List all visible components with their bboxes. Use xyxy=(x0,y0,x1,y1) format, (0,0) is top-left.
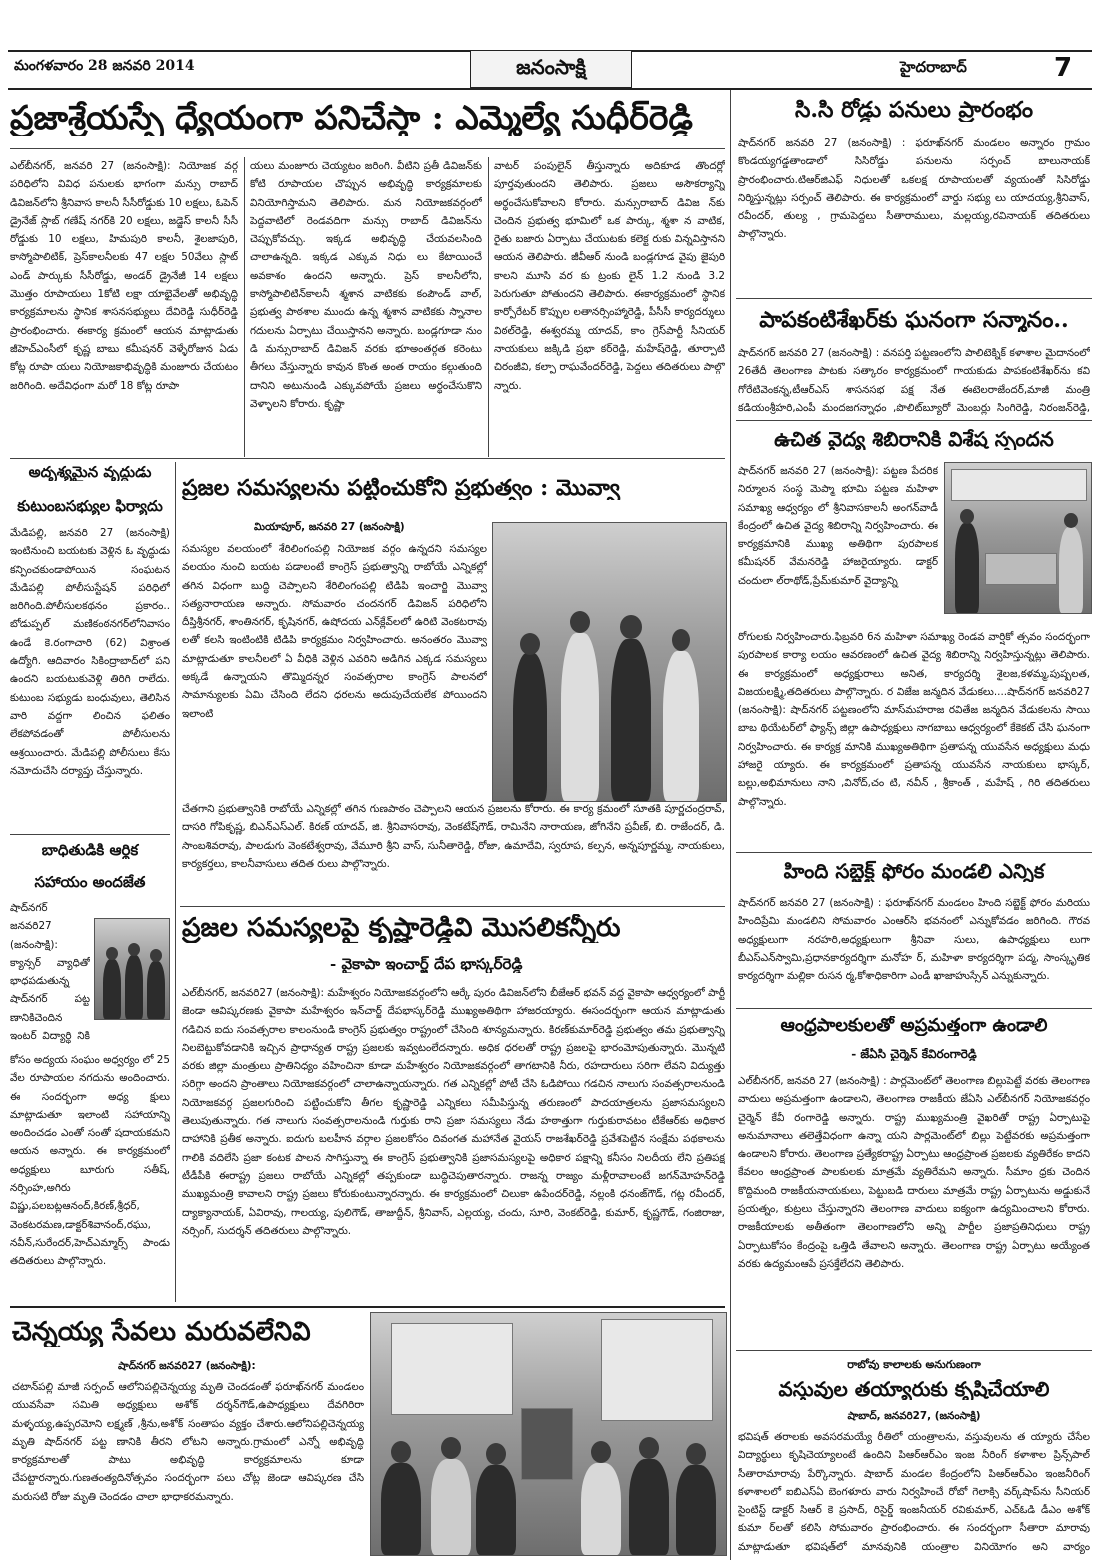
vastu-body: భవిషత్‌ తరాలకు అవసరమయ్యే రీతిలో యంత్రాలను, వస్తువులను త య్యారు చేసేల విద్యార్థులు కృషిచెయ్యాలంటే ఉందిని పిఆర్‌ఆర్‌ఎం ఇంజ నీరింగ్‌ కళాశాల ప్రిన్స్‌పాల్‌ సీతారామారావు పేర్కొన్నారు. షాబాద్‌ మండల కేంద్రంలోని పిఆర్‌ఆర్‌ఎం ఇంజనీరింగ్‌ కళాశాలలో ఐబిఎస్‌ఏ బెంగళూరు వారు నిర్వహించే రోబో గెలాక్సి వర్క్‌షాప్‌ను సీనియర్‌ సైంటిస్ట్‌ డాక్టర్‌ సిఆర్‌ కె ప్రసాద్‌, రిసైర్డ్‌ ఇంజనీయర్‌ రవికుమార్‌, ఎచ్‌ఓడి డీఎం అశోక్‌ కుమా ర్‌లతో కలిసి సోమవారం ప్రారంభించారు. ఈ సందర్భంగా సీతారా మారావు మాట్లాడుతూ భవిషత్‌లో మానవునికి యంత్రాల వినియోగం అని వార్యం xyxy=(738,1431,1090,1553)
aid-headline-2: సహాయం అందజేత xyxy=(34,874,146,891)
medical-camp-headline: ఉచిత వైద్య శిబిరానికి విశేష స్పందన xyxy=(774,428,1054,450)
lead-headline: ప్రజాశ్రేయస్సే ధ్యేయంగా పనిచేస్తా : ఎమ్మెల్యే సుధీర్‌రెడ్డి xyxy=(10,100,693,137)
missing-man-headline-1: అదృశ్యమైన వృద్ధుడు xyxy=(28,464,152,481)
papa-headline: పాపకంటిశేఖర్‌కు ఘనంగా సన్మానం.. xyxy=(759,308,1069,333)
krishna-headline: ప్రజల సమస్యలపై కృష్ణారెడ్డివి మొసలికన్నీరు xyxy=(182,914,621,943)
hindi-forum-headline: హింది సబ్జెక్ట్‌ ఫోరం మండలి ఎన్నిక xyxy=(783,860,1045,882)
vastu-dateline: షాబాద్‌, జనవరి27, (జనంసాక్షి) xyxy=(847,1410,981,1422)
vastu-headline: వస్తువుల తయ్యారుకు కృషిచేయాలి xyxy=(778,1378,1050,1400)
right-rule xyxy=(736,298,1092,299)
column-divider xyxy=(730,90,731,1560)
andhra-headline: ఆంధ్రపాలకులతో అప్రమత్తంగా ఉండాలి xyxy=(780,1016,1048,1036)
edition-city: హైదరాబాద్ xyxy=(900,58,967,76)
lead-column-3: వాటర్‌ పంపులైన్‌ తీస్తున్నారు అదికూడ తొందర్లో పూర్తవుతుందని తెలిపారు. ప్రజలు అసౌకర్యాన్ని అర్థంచేసుకోవాలని కోరారు. మన్సురాబాద్‌ డివిజ న్‌కు చెందిన ప్రభుత్వ భూమిలో ఒక పార్కు, శ్మశా న వాటిక, రైతు బజారు ఏర్పాటు చేయుటకు కలెక్ట రుకు విన్నవిస్తానని ఆయన తెలిపారు. జీవీఆర్‌ నుండి బండ్లగూడ వైపు జైపురి కాలని మూసి వర కు ట్రంకు లైన్‌ 1.2 నుండి 3.2 పెరుగుతూ పోతుందని తెలిపారు. ఈకార్యక్రమంలో స్థానిక కార్పోరేటర్‌ కొప్పుల లతానర్సింహ్మారెడ్డి, పీసీసీ కార్యదర్శులు విఠల్‌రెడ్డి, ఈశ్వరమ్మ యాదవ్‌, కాం గ్రెస్‌పార్టీ సీనియర్‌ నాయకులు జక్కిడి ప్రభా కర్‌రెడ్డి, మహేష్‌రెడ్డి, తూర్పాటి చిరంజీవి, కల్పా రాఘవేందర్‌రెడ్డి, పెద్దలు తదితరులు పాల్గొ న్నారు. xyxy=(494,160,725,392)
issue-date: మంగళవారం 28 జనవరి 2014 xyxy=(14,58,195,74)
page-number: 7 xyxy=(1053,53,1073,83)
aid-headline-1: బాధితుడికి ఆర్థిక xyxy=(41,842,139,859)
vastu-kicker: రాబోవు కాలాలకు అనుగుణంగా xyxy=(847,1358,981,1371)
left-rule xyxy=(10,834,170,835)
aid-photo xyxy=(94,918,170,1020)
medical-camp-body-top: షాద్‌నగర్‌ జనవరి 27 (జనంసాక్షి): పట్టణ పేదరిక నిర్మూలన సంస్థ మెప్మా భూమి పట్టణ మహిళా సమాఖ్య ఆధ్వర్యం లో శ్రీనివాసకాలనీ అంగన్‌వాడీ కేంద్రంలో ఉచిత వైద్య శిబిరాన్ని నిర్వహించారు. ఈ కార్యక్రమానికి ముఖ్య అతిథిగా పురపాలక కమీషనర్‌ వేమనరెడ్డి హాజరైయ్యారు. డాక్టర్‌ చందులా ల్‌రాథోడ్‌,ప్రేమ్‌కుమార్‌ వైద్యాన్ని xyxy=(738,465,938,587)
lead-bottom-rule xyxy=(10,458,725,459)
movva-rule xyxy=(180,906,725,907)
chennaiah-dateline: షాద్‌నగర్‌ జనవరి27 (జనంసాక్షి): xyxy=(118,1360,256,1372)
left-column-divider xyxy=(175,462,176,1302)
right-rule xyxy=(736,1008,1092,1009)
krishna-body: ఎల్‌బీనగర్‌, జనవరి27 (జనంసాక్షి): మహేశ్వరం నియోజకవర్గంలోని ఆర్కే పురం డివిజన్‌లోని బీజేఆర్‌ భవన్‌ వద్ద వైకాపా ఆధ్వర్యంలో పార్టీ జెండా ఆవిష్కరణకు వైకాపా మహేశ్వరం ఇన్‌చార్జ్‌ దేపభాస్కర్‌రెడ్డి ముఖ్యఅతిథిగా హాజరయ్యారు. ఈసందర్భంగా ఆయన మాట్లాడుతు గడిచిన ఐదు సంవత్సరాల కాలంనుండి కాంగ్రెస్‌ ప్రభుత్వం రాష్ట్రంలో చేసింది శూన్యమన్నారు. కిరణ్‌కుమార్‌రెడ్డి ప్రభుత్వం తమ ప్రభుత్వాన్ని నిలబెట్టుకోవడానికి ఇచ్చిన ప్రాధాన్యత రాష్ట్ర ప్రజలకు ఇవ్వటంలేదన్నారు. అధిక ధరలతో రాష్ట్ర ప్రజలపై భారంమోపుతున్నారు. మొన్నటి వరకు జిల్లా మంత్రులు ప్రాతినిధ్యం వహించినా కూడా మహేశ్వరం నియోజకవర్గంలో తాగటానికి నీరు, రహదారులు సరిగా లేవని విద్యుత్తు సరిగ్గా అందని ప్రాంతాలు నియోజకవర్గంలో చాలాఉన్నాయన్నారు. గత ఎన్నికల్లో పోటీ చేసి ఓడిపోయి గడచిన నాలుగు సంవత్సరాలనుండి నియోజకవర్గ ప్రజలగురించి పట్టించుకోని తీగల కృష్ణారెడ్డి ఎన్నికలు సమీపిస్తున్న తరుణంలో పాదయాత్రలను ప్రజాసమస్యలని తెలుపుతున్నారు. గత నాలుగు సంవత్సరాలనుండి గుర్తుకు రాని ప్రజా సమస్యలు నేడు హఠాత్తుగా గుర్తుకురావటం టీకేఆర్‌కు అధికార దాహానికి ప్రతీక అన్నారు. ఐదుగు బలహీన వర్గాల ప్రజలకోసం దివంగత మహానేత వైయస్‌ రాజశేఖర్‌రెడ్డి ప్రవేశపెట్టిన సంక్షేమ పథకాలను గాలికి వదిలేసి ప్రజా కంటక పాలన సాగిస్తున్నా ఈ కాంగ్రెస్‌ ప్రభుత్వానికి ప్రజాసమస్యలపై అధికార పక్షాన్ని కనీసం నిలదీయ లేని ప్రతిపక్ష టీడీపీకి ఈరాష్ట్ర ప్రజలు రాబోయే ఎన్నికల్లో తప్పకుండా బుద్ధిచెపుతారన్నారు. రాజన్న రాజ్యం మళ్లీరావాలంటే జగన్‌మోహన్‌రెడ్డి ముఖ్యమంత్రి కావాలని రాష్ట్ర ప్రజలు కోరుకుంటున్నారన్నారు. ఈ కార్యక్రమంలో చిలుకా ఉపేందర్‌రెడ్డి, నల్లంకి ధనంజ్‌గౌడ్‌, గట్ల రవీందర్‌, ద్యాక్యానాయక్‌, ఏవిరావు, గాలయ్య, పులిగౌడ్‌, తాజుద్దీన్‌, శ్రీనివాస్‌, ఎల్లయ్య, చందు, సూరి, వెంకట్‌రెడ్డి, కుమార్‌, కృష్ణగౌడ్‌, గంజిరాజు, నర్సింగ్‌, సుదర్శన్‌ తదితరులు పాల్గొన్నారు. xyxy=(182,987,725,1237)
cc-road-headline: సి.సి రోడ్డు పనులు ప్రారంభం xyxy=(794,98,1034,123)
movva-body-bottom: చేతగాని ప్రభుత్వానికి రాబోయే ఎన్నికల్లో తగిన గుణపాఠం చెప్పాలని ఆయన ప్రజలను కోరారు. ఈ కార్య క్రమంలో సూతకి పూర్ణచంద్రరావ్‌, దాసరి గోపికృష్ణ, బిఎన్‌ఎస్‌ఎల్‌. కిరణ్‌ యాదవ్‌, జి. శ్రీనివాసరావు, వెంకటేష్‌గౌడ్‌, రామినేని నారాయణ, జోగినేని ప్రవీణ్‌, బి. రాజేందర్‌, డి. సాంబశివరావు, పాలడుగు వెంకటేశ్వరావు, వేమూరి శ్రీని వాస్‌, సునీతారెడ్డి, రోజా, ఉమాదేవి, స్వరూప, కల్పన, అన్నపూర్ణమ్మ, నాయకులు, కార్యకర్తలు, కాలనీవాసులు తదిత రులు పాల్గొన్నారు. xyxy=(182,803,725,870)
medical-camp-body: రోగులకు నిర్వహించారు.ఫిబ్రవరి 6న మహిళా సమాఖ్య రెండవ వార్షికో త్సవం సందర్భంగా పురపాలక కార్యా లయం ఆవరణంలో ఉచిత వైద్య శిబిరాన్ని నిర్వహిస్తున్నట్లు తెలిపారు. ఈ కార్యక్రమంలో అధ్యక్షురాలు అనిత, కార్యదర్శి శైలజ,కళమ్మ,పుష్పలత, విజయలక్ష్మి,తదితరులు పాల్గొన్నారు. ర విజేజ జన్మదిన వేడుకలు....షాద్‌నగర్‌ జనవరి27 (జనంసాక్షి): షాద్‌నగర్‌ పట్టణంలోని మాస్‌మహరాజ రవితేజ జన్మదిన వేడుకలను సాయి బాబ థియేటర్‌లో ఫ్యాన్స్‌ జిల్లా ఉపాధ్యక్షులు నాగబాబు ఆధ్వర్యంలో కేకెకట్‌ చేసి ఘనంగా నిర్వహించారు. ఈ కార్యక్ర మానికి ముఖ్యఅతిథిగా ప్రతాపన్న యువసేన అధ్యక్షులు మధు హాజరై య్యారు. ఈ కార్యక్రమంలో ప్రతాపన్న యువసేన నాయకులు భాస్కర్‌, బల్లు,అభిమానులు నాని ,వినోద్‌,చం టి, నవీన్‌ , శ్రీకాంత్‌ , మహేష్‌ , గిరి తదితరులు పాల్గొన్నారు. xyxy=(738,631,1090,808)
medical-camp-photo xyxy=(944,462,1092,614)
movva-headline: ప్రజల సమస్యలను పట్టించుకోని ప్రభుత్వం : మొవ్వా xyxy=(182,476,620,501)
missing-man-headline-2: కుటుంబసభ్యుల ఫిర్యాదు xyxy=(17,498,163,515)
right-rule xyxy=(736,1350,1092,1351)
right-rule xyxy=(736,420,1092,421)
cc-road-body: షాద్‌నగర్‌ జనవరి 27 (జనంసాక్షి) : ఫరూఖ్‌నగర్‌ మండలం అన్నారం గ్రామం కొండయ్యగడ్డతాండాలో సిసిరోడ్డు పనులను సర్పంచ్‌ బాలునాయక్‌ ప్రారంభించారు.టిఆర్‌జిఎఫ్‌ నిధులతో ఒకలక్ష రూపాయలతో వ్యయంతో సిసిరోడ్డు నిర్మిస్తున్నట్లు సర్పంచ్‌ తెలిపారు. ఈ కార్యక్రమంలో వార్డు సభ్యు లు యాదయ్య,శ్రీనివాస్‌, రవీందర్‌, తుల్య , గ్రామపెద్దలు సీతారాములు, మల్లయ్య,రవినాయక్‌ తదితరులు పాల్గొన్నారు. xyxy=(738,137,1090,241)
andhra-body: ఎల్‌బీనగర్‌, జనవరి 27 (జనంసాక్షి) : పార్లమెంట్‌లో తెలంగాణ బిల్లుపెట్టే వరకు తెలంగాణ వాదులు అప్రమత్తంగా ఉండాలని, తెలంగాణ రాజకీయ జేఏసి ఎల్‌బీనగర్‌ నియోజకవర్గం చైర్మెన్‌ కేవీ రంగారెడ్డి అన్నారు. రాష్ట్ర ముఖ్యమంత్రి వైఖరితో రాష్ట్ర ఏర్పాటుపై అనుమానాలు తలెత్తేవిధంగా ఉన్నా యని పార్లమెంట్‌లో బిల్లు పెట్టేవరకు అప్రమత్తంగా ఉండాలని కోరారు. తెలంగాణ ప్రత్యేకరాష్ట్ర ఏర్పాటు ఆంధ్రప్రాంత ప్రజలకు వ్యతిరేకం కాదని కేవలం ఆంధ్రప్రాంత పాలకులకు మాత్రమే వ్యతిరేమని అన్నారు. సీమాం ధ్రకు చెందిన కొద్దిమంది రాజకీయనాయకులు, పెట్టుబడి దారులు మాత్రమే రాష్ట్ర ఏర్పాటును అడ్డుకునే ప్రయత్నం, కుట్రలు చేస్తున్నారని తెలంగాణ వాదులు ఐక్యంగా ఉద్యమించాలని కోరారు. రాజకీయాలకు అతీతంగా తెలంగాణలోని అన్ని పార్టీల ప్రజాప్రతినిధులు రాష్ట్ర ఏర్పాటుకోసం కేంద్రంపై ఒత్తిడి తేవాలని అన్నారు. తెలంగాణ రాష్ట్ర ఏర్పాటు అయ్యేంత వరకు ఉద్యమంఆపే ప్రసక్తేలేదని తెలిపారు. xyxy=(738,1075,1090,1270)
lead-col-rule xyxy=(244,157,245,457)
movva-dateline: మియాపూర్‌, జనవరి 27 (జనంసాక్షి) xyxy=(254,521,405,533)
aid-body-top: షాద్‌నగర్‌ జనవరి27 (జనంసాక్షి): క్యాన్సర్‌ వ్యాధితో భాధపడుతున్న షాద్‌నగర్‌ పట్ట ణానికిచెందిన ఇంటర్‌ విద్యార్థి నికి xyxy=(10,902,90,1043)
missing-man-body: మేడిపల్లి, జనవరి 27 (జనంసాక్షి) ఇంటినుంచి బయటకు వెళ్లిన ఓ వృద్ధుడు కన్పించకుండాపోయిన సంఘటన మేడిపల్లి పోలీసుస్టేషన్‌ పరిధిలో జరిగింది.పోలీసులకథనం ప్రకారం.. బోడుప్పల్‌ మణికంఠనగర్‌లోనివాసం ఉండే కె.రంగాచారి (62) విశ్రాంత ఉద్యోగి. ఆదివారం సికింద్రాబాద్‌లో పని ఉందని బయటుకువెళ్లి తిరిగి రాలేదు. కుటుంబ సభ్యుడు బంధువులు, తెలిసిన వారి వద్దగా లించిన ఫలితం లేకపోవడంతో పోలీసులను ఆశ్రయించారు. మేడిపల్లి పోలీసులు కేసు నమోదుచేసి దర్యాప్తు చేస్తున్నారు. xyxy=(10,527,170,777)
right-rule xyxy=(736,852,1092,853)
chennaiah-body: చటాన్‌పల్లి మాజీ సర్పంచ్‌ ఆలోనిపల్లిచెన్నయ్య మృతి చెందడంతో ఫరూఖ్‌నగర్‌ మండలం యువసేవా సమితి అధ్యక్షులు అశోక్‌ దర్శన్‌గౌడ్‌,ఉపాధ్యక్షులు దేవగిరిరా మళ్ళయ్య,ఉప్పరమోని లక్ష్మణ్‌ ,శ్రీను,అశోక్‌ సంతాపం వ్యక్తం చేశారు.ఆలోనిపల్లిచెన్నయ్య మృతి షాద్‌నగర్‌ పట్ట ణానికి తీరని లోటని అన్నారు.గ్రామంలో ఎన్నో అభివృద్ధి కార్యక్రమాలతో పాటు అభివృద్ధి కార్యక్రమాలను కూడా చేపట్టారన్నారు.గుణతంత్యదినోత్సవం సందర్భంగా పలు చోట్ల జెండా ఆవిష్కరణ చేసి మరుసటి రోజు మృతి చెందడం చాలా భాధాకరమన్నారు. xyxy=(12,1381,364,1503)
paper-name-text: జనంసాక్షి xyxy=(516,54,586,79)
bottom-rule xyxy=(10,1306,725,1308)
lead-rule xyxy=(10,148,725,149)
chennaiah-photo xyxy=(370,1312,727,1556)
papa-body: షాద్‌నగర్‌ జనవరి 27 (జనంసాక్షి) : వనపర్తి పట్టణంలోని పాలిటెక్నిక్‌ కళాశాల మైదానంలో 26తేదీ తెలంగాణ పాటకు సత్కారం కార్యక్రమంలో గాయకుడు పాపకంటిశేఖర్‌ను కవి గోరేటివెంకన్న,టీఆర్‌ఎస్‌ శాసనసభ పక్ష నేత ఈటెలరాజేందర్‌,మాజీ మంత్రి కడియంశ్రీహరి,ఎంపీ మందజగన్నాధం ,పొలిట్‌బ్యూరో మెంబర్లు సింగిరెడ్డి, నిరంజన్‌రెడ్డి, xyxy=(738,347,1090,414)
krishna-subhead: - వైకాపా ఇంచార్జ్‌ దేప భాస్కర్‌రెడ్డి xyxy=(330,956,523,973)
aid-body: కోసం అద్యయ సంఘం అధ్వర్యం లో 25 వేల రూపాయల నగదును అందించారు. ఈ సందర్భంగా అధ్య క్షులు మాట్లాడుతూ ఇలాంటి సహాయాన్ని అందించడం ఎంతో సంతో షదాయకమని ఆయన అన్నారు. ఈ కార్యక్రమంలో అధ్యక్షులు బూరుగు సతీష్‌, నర్సింహ,అగిరు విష్ణు,పలబట్లఆనంద్‌,కిరణ్‌,శ్రీధర్‌, వెంకటరమణ,డాక్టర్‌శివానంద్‌,రఘు, నవీన్‌,సురేందర్‌,హెచ్‌ఎమ్మార్స్‌ పాండు తదితరులు పాల్గొన్నారు. xyxy=(10,1054,170,1268)
movva-body-top: సమస్యల వలయంలో శేరిలింగంపల్లి నియోజక వర్గం ఉన్నదని సమస్యల వలయం నుంచి బయట పడాలంటే కాంగ్రెస్‌ ప్రభుత్వాన్ని రాబోయే ఎన్నికల్లో తగిన విధంగా బుద్ధి చెప్పాలని శేరిలింగంపల్లి టిడిపి ఇంచార్జి మొవ్వా సత్యనారాయణ అన్నారు. సోమవారం చందనగర్‌ డివిజన్‌ పరిధిలోని దీప్తిశ్రీనగర్‌, శాంతినగర్‌, కృషినగర్‌, ఉషోదయ ఎన్‌క్లేవ్‌లలో ఉరిటి వెంకటరావు లతో కలసి ఇంటింటికి టిడిపి కార్యక్రమం నిర్వహించారు. అనంతరం మొవ్వా మాట్లాడుతూ కాలనీలలో ఏ వీధికి వెళ్లిన ఎవరిని అడిగిన ఎక్కడ సమస్యలు అక్కడే ఉన్నాయని తొమ్మిదన్నర సంవత్సరాల కాంగ్రెస్‌ పాలనలో సామాన్యులకు ఏమి చేసింది లేదని ధరలను అదుపుచేయలేక పోయిందని ఇలాంటి xyxy=(182,543,487,720)
paper-name xyxy=(470,50,632,88)
movva-photo xyxy=(492,522,727,802)
lead-col-rule xyxy=(488,157,489,457)
lead-column-2: యలు మంజూరు చెయ్యటం జరింగి. వీటిని ప్రతీ డివిజన్‌కు కోటి రూపాయల చొప్పున అభివృద్ధి కార్యక్రమాలకు వినియోగిస్తామని తెలిపారు. మన నియోజకవర్గంలో పెద్దవాటిలో రెండవదిగా మన్సు రాబాద్‌ డివిజన్‌ను చెప్పుకోవచ్చు. ఇక్కడ అభివృద్ధి చేయవలసింది చాలాఉన్నది. ఇక్కడ ఎక్కువ నిధు లు కేటాయించే అవకాశం ఉందని అన్నారు. ప్రెస్‌ కాలనీలోని, కాస్మోపాలిటిన్‌కాలనీ శ్మశాన వాటికకు కంపౌండ్‌ వాల్‌, ప్రభుత్వ పాఠశాల ముందు ఉన్న శ్మశాన వాటికకు స్నానాల గదులను ఏర్పాటు చేయిస్తానని అన్నారు. బండ్లగూడా నుం డి మన్సురాబాద్‌ డివిజన్‌ వరకు భూఅంతర్గత కరెంటు తీగలు వేస్తున్నారు కావున కొంత అంత రాయం కల్గుతుంది దానిని అటునుండి ఎక్కువపోయే ప్రజలు అర్థంచేసుకొని వెళ్ళాలని కోరారు. కృష్ణా xyxy=(250,160,482,410)
andhra-subhead: - జేఏసి చైర్మెన్‌ కేవిరంగారెడ్డి xyxy=(851,1048,977,1061)
chennaiah-headline: చెన్నయ్య సేవలు మరువలేనివి xyxy=(12,1318,311,1347)
hindi-forum-body: షాద్‌నగర్‌ జనవరి 27 (జనంసాక్షి) : ఫరూఖ్‌నగర్‌ మండలం హింది సబ్జెక్ట్‌ ఫోరం మరియు హిందిప్రేమి మండలిని సోమవారం ఎంఆర్‌సి భవనంలో ఎన్నుకోవడం జరిగింది. గౌరవ అధ్యక్షులుగా నరహరి,అధ్యక్షులుగా శ్రీనివా సులు, ఉపాధ్యక్షులు లుగా బీఎస్‌ఎన్‌స్వామి,ప్రధానకార్యదర్శిగా మనోహ ర్‌, మహిళా కార్యదర్శిగా పద్మ, సాంస్కృతిక కార్యదర్శిగా మల్లికా రుసన ర్మ,కోశాధికారిగా ఎండీ ఖాజాహుస్సేన్‌ ఎన్నుకున్నారు. xyxy=(738,897,1090,983)
lead-column-1: ఎల్‌బీనగర్‌, జనవరి 27 (జనంసాక్షి): నియోజక వర్గ పరిధిలోని వివిధ పనులకు భాగంగా మన్సు రాబాద్‌ డివిజన్‌లోని శ్రీనివాస కాలనీ సీసీరోడ్డుకు 10 లక్షలు, ఓపెన్‌ డ్రైనేజ్‌ స్లాబ్‌ గణేష్‌ నగర్‌కి 20 లక్షలు, జడ్జెస్‌ కాలనీ సీసీ రోడ్డుకు 10 లక్షలు, హిమపురి కాలనీ, శైలజాపురి, కాస్మోపాలిటిక్‌, ప్రెస్‌కాలనీలకు 47 లక్షల 50వేలు స్లాట్‌ ఎండ్‌ పార్కుకు సీసీరోడ్డు, అండర్‌ డ్రైనేజీ 14 లక్షలు మొత్తం రూపాయలు 1కోటి లక్షా యాభైవేలతో అభివృద్ధి కార్యక్రమాలను స్థానిక శాసనసభ్యులు దేవిరెడ్డి సుధీర్‌రెడ్డి ప్రారంభించారు. ఈకార్య క్రమంలో ఆయన మాట్లాడుతు జీహెచ్‌ఎంసీలో కృష్ణ బాబు కమీషనర్‌ వెళ్ళేరోజున ఏడు కోట్ల రూపా యలు నియోజకాభివృద్ధికి మంజూరు చేయటం జరిగింది. అదేవిధంగా మరో 18 కోట్ల రూపా xyxy=(10,160,238,392)
